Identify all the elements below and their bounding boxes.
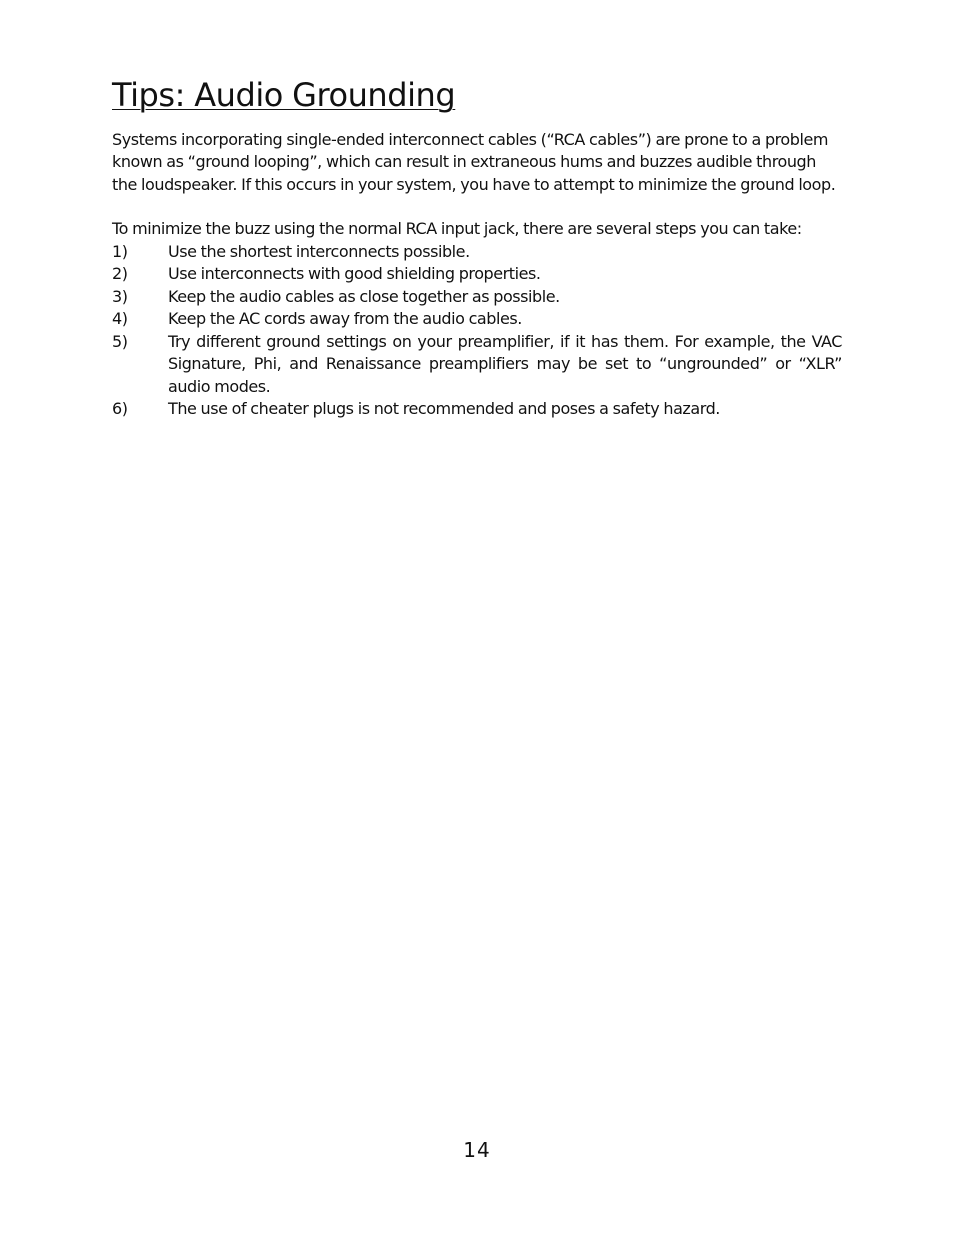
step-text: Use the shortest interconnects possible. (168, 241, 470, 261)
list-item (112, 286, 842, 309)
step-number: 5) (112, 331, 128, 351)
page-number: 14 (463, 1138, 491, 1162)
step-number: 6) (112, 399, 128, 418)
steps-intro: To minimize the buzz using the normal RCA input jack, there are several steps you can take: (112, 219, 802, 238)
step-number: 2) (112, 264, 128, 283)
section-heading: Tips: Audio Grounding (112, 76, 456, 114)
step-text: Keep the AC cords away from the audio cables. (168, 309, 522, 328)
steps-list (112, 241, 842, 421)
list-item (112, 263, 842, 286)
step-number: 3) (112, 286, 128, 306)
list-item (112, 308, 842, 331)
page-content (112, 76, 842, 421)
list-item (112, 241, 842, 264)
list-item (112, 398, 842, 421)
step-number: 4) (112, 309, 128, 328)
grounding-paragraph: Systems incorporating single-ended interconnect cables (“RCA cables”) are prone to a problem known as “ground looping”, which can result in extraneous hums and buzzes audible through the loudspeaker. If this occurs in your system, you have to attempt to minimize the ground loop. (112, 129, 836, 194)
list-item (112, 331, 842, 399)
step-text: Try different ground settings on your preamplifier, if it has them. For example, the VAC Signature, Phi, and Renaissance preamplifiers may be set to “ungrounded” or “XLR” audio modes. (168, 331, 842, 396)
step-number: 1) (112, 241, 128, 261)
step-text: The use of cheater plugs is not recommended and poses a safety hazard. (168, 399, 720, 418)
step-text: Keep the audio cables as close together as possible. (168, 286, 560, 306)
step-text: Use interconnects with good shielding properties. (168, 264, 541, 283)
